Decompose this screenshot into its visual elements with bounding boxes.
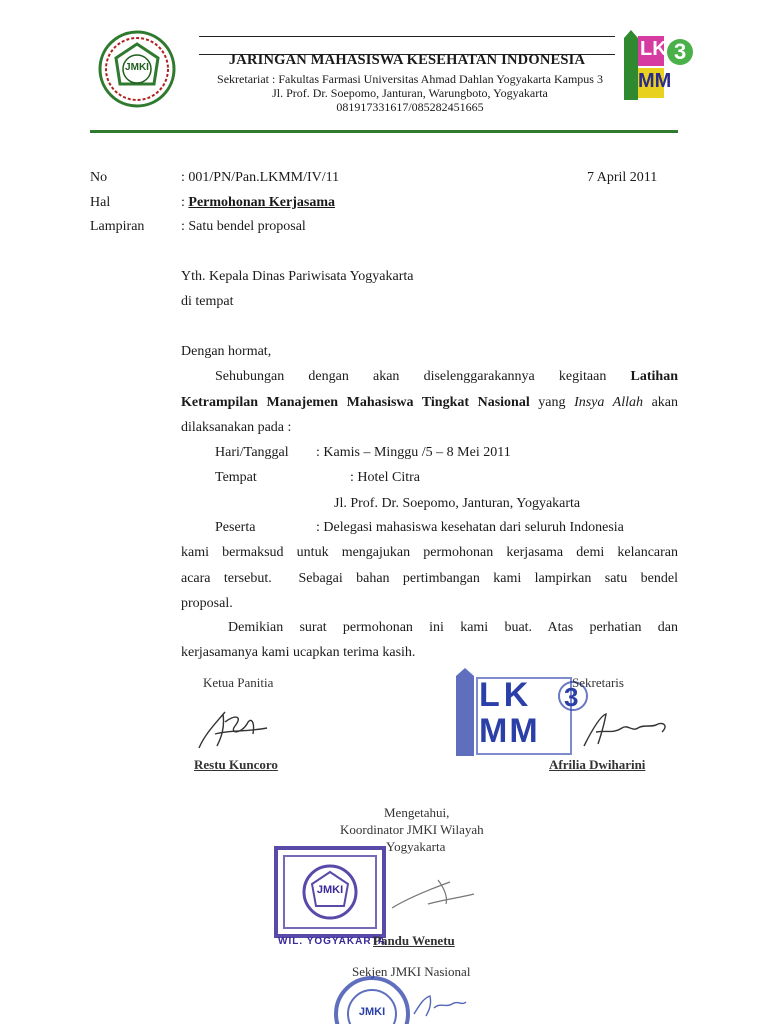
p1-line-2-end: akan [651,395,679,410]
jmki-wilayah-stamp-caption: WIL. YOGYAKARTA [278,936,387,947]
p1-line-1-start: Sehubungan dengan akan diselenggarakannya kegitaan [215,369,607,384]
jmki-wilayah-stamp [274,846,386,952]
hari-label: Hari/Tanggal [215,445,289,460]
peserta-label: Peserta [215,520,256,535]
hal-prefix: : [181,195,189,210]
header-top-line [199,36,615,37]
recipient-line-2: di tempat [181,294,234,309]
lkmm-stamp-lk: LK [479,676,533,714]
p3-line-2: kerjasamanya kami ucapkan terima kasih. [181,645,416,660]
hal-value: Permohonan Kerjasama [188,195,335,210]
lkmm-logo-3: 3 [674,39,687,64]
p1-line-3: dilaksanakan pada : [181,420,292,435]
hal-label: Hal [90,195,111,210]
p1-line-1 [215,369,678,385]
p2-line-2: acara tersebut. Sebagai bahan pertimbangan kami lampirkan satu bendel [181,571,678,586]
mengetahui-line-3: Yogyakarta [386,839,446,854]
bottom-signature-scribble [410,990,470,1020]
right-signatory-title: Sekretaris [572,675,624,690]
jmki-logo-text: JMKI [125,62,149,73]
right-signatory-name: Afrilia Dwiharini [549,757,646,772]
tempat-value: : Hotel Citra [350,470,420,485]
hal-row [181,195,335,211]
lampiran-label: Lampiran [90,219,145,234]
jmki-nasional-stamp [332,974,412,1024]
address-line-1: Sekretariat : Fakultas Farmasi Universitas Ahmad Dahlan Yogyakarta Kampus 3 [217,72,603,86]
left-signatory-title: Ketua Panitia [203,675,274,690]
mid-signatory-name: Pandu Wenetu [373,933,455,948]
lkmm-stamp-mm: MM [479,712,540,750]
p3-line-1: Demikian surat permohonan ini kami buat. Atas perhatian dan [228,620,678,635]
header-divider [90,130,678,133]
letter-date: 7 April 2011 [587,170,658,185]
sekjen-title: Sekjen JMKI Nasional [352,964,471,979]
no-label: No [90,170,108,185]
phone-numbers: 081917331617/085282451665 [336,100,484,114]
mengetahui-line-1: Mengetahui, [384,805,450,820]
greeting: Dengan hormat, [181,344,272,359]
p2-line-3: proposal. [181,596,233,611]
p1-line-2-mid: yang [538,395,566,410]
tempat-address: Jl. Prof. Dr. Soepomo, Janturan, Yogyakarta [334,496,581,511]
lkmm-stamp-3: 3 [564,682,579,712]
address-line-2: Jl. Prof. Dr. Soepomo, Janturan, Warungboto, Yogyakarta [272,86,548,100]
left-signatory-name: Restu Kuncoro [194,757,278,772]
p1-line-1-bold: Latihan [630,369,678,384]
p1-line-2-italic: Insya Allah [574,395,644,410]
jmki-wilayah-stamp-text: JMKI [316,884,344,896]
event-name: Ketrampilan Manajemen Mahasiswa Tingkat Nasional [181,395,530,410]
jmki-nasional-stamp-text: JMKI [358,1006,386,1018]
hari-value: : Kamis – Minggu /5 – 8 Mei 2011 [316,445,511,460]
p2-line-1: kami bermaksud untuk mengajukan permohonan kerjasama demi kelancaran [181,545,678,560]
mengetahui-line-2: Koordinator JMKI Wilayah [340,822,484,837]
left-signature-scribble [195,704,275,752]
peserta-value: : Delegasi mahasiswa kesehatan dari seluruh Indonesia [316,520,624,535]
recipient-line-1: Yth. Kepala Dinas Pariwisata Yogyakarta [181,269,414,284]
p1-line-2 [181,395,678,411]
org-name: JARINGAN MAHASISWA KESEHATAN INDONESIA [228,52,586,68]
tempat-label: Tempat [215,470,257,485]
mid-signature-scribble [388,874,478,914]
right-signature-scribble [582,710,672,750]
no-value: : 001/PN/Pan.LKMM/IV/11 [181,170,340,185]
lampiran-value: : Satu bendel proposal [181,219,306,234]
lkmm-logo-mm: MM [638,70,672,92]
lkmm-logo-lk: LK [640,38,667,60]
